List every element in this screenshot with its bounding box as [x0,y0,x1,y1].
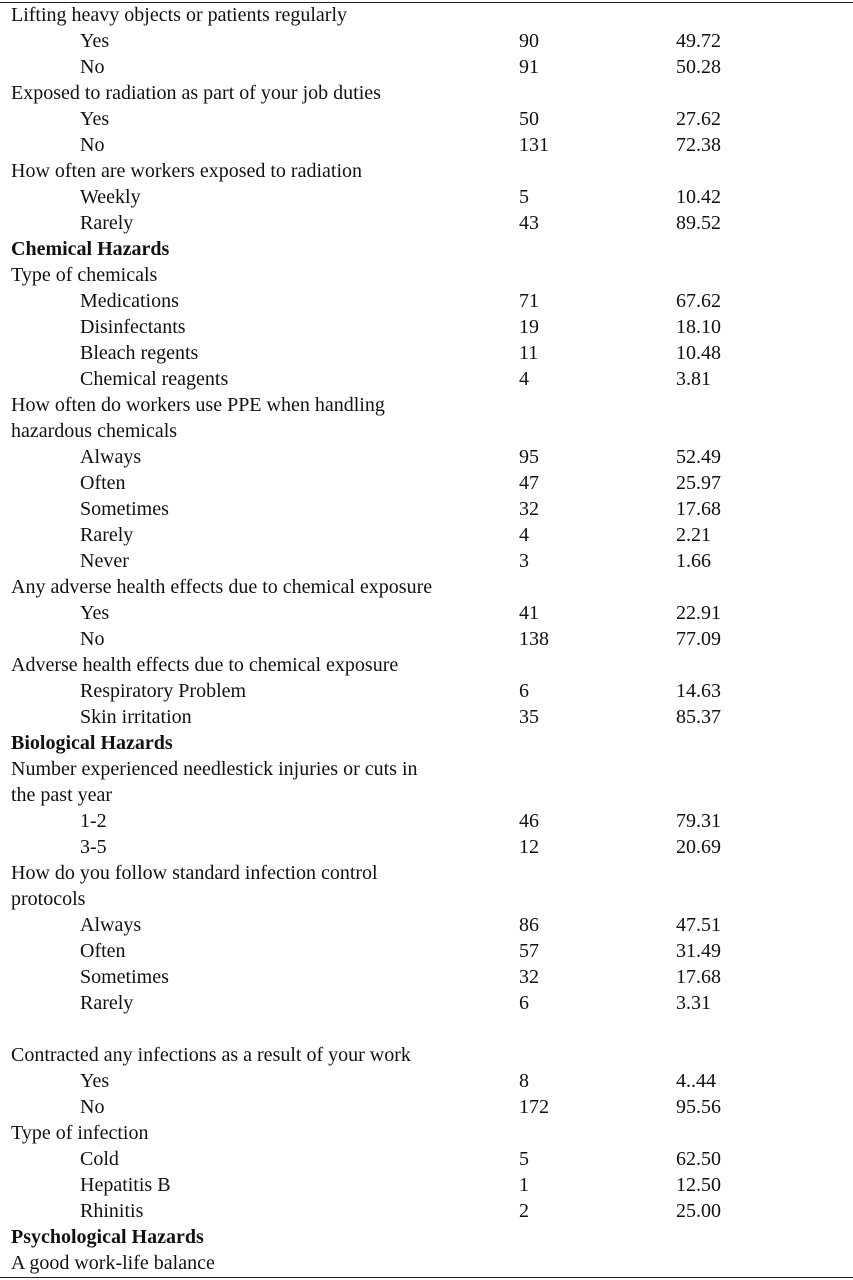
percent-cell: 79.31 [676,810,721,832]
count-cell: 19 [519,316,539,338]
response-label: Rarely [80,992,134,1014]
question-label: Any adverse health effects due to chemical exposure [11,576,433,598]
percent-cell: 14.63 [676,680,721,702]
percent-cell: 47.51 [676,914,721,936]
count-cell: 12 [519,836,539,858]
response-label: Rarely [80,212,134,234]
table-row [0,132,853,158]
count-cell: 4 [519,524,529,546]
response-label: Never [80,550,129,572]
count-cell: 86 [519,914,539,936]
response-label: Often [80,940,126,962]
response-label: Yes [80,30,110,52]
response-label: Respiratory Problem [80,680,247,702]
table-row [0,106,853,132]
table-bottom-rule [0,1277,853,1278]
percent-cell: 1.66 [676,550,711,572]
table-row [0,1172,853,1198]
question-row [0,2,853,28]
question-row [0,886,853,912]
table-row [0,470,853,496]
response-label: Disinfectants [80,316,186,338]
table-spacer-row [0,1016,853,1042]
table-row [0,314,853,340]
count-cell: 11 [519,342,539,364]
percent-cell: 49.72 [676,30,721,52]
table-row [0,990,853,1016]
table-row [0,1146,853,1172]
count-cell: 47 [519,472,539,494]
response-label: Skin irritation [80,706,192,728]
section-heading-row [0,1224,853,1250]
response-label: No [80,134,105,156]
percent-cell: 25.00 [676,1200,721,1222]
question-label: hazardous chemicals [11,420,178,442]
response-label: Rhinitis [80,1200,144,1222]
count-cell: 91 [519,56,539,78]
count-cell: 46 [519,810,539,832]
response-label: No [80,628,105,650]
question-label: Lifting heavy objects or patients regularly [11,4,348,26]
percent-cell: 72.38 [676,134,721,156]
table-row [0,54,853,80]
response-label: Always [80,914,142,936]
table-row [0,210,853,236]
percent-cell: 25.97 [676,472,721,494]
response-label: No [80,56,105,78]
table-row [0,964,853,990]
question-row [0,1120,853,1146]
count-cell: 6 [519,680,529,702]
response-label: Yes [80,602,110,624]
count-cell: 3 [519,550,529,572]
question-row [0,756,853,782]
table-row [0,28,853,54]
percent-cell: 18.10 [676,316,721,338]
section-heading-row [0,730,853,756]
section-heading-row [0,236,853,262]
table-row [0,548,853,574]
response-label: Chemical reagents [80,368,229,390]
question-row [0,158,853,184]
count-cell: 71 [519,290,539,312]
count-cell: 95 [519,446,539,468]
percent-cell: 20.69 [676,836,721,858]
count-cell: 2 [519,1200,529,1222]
table-row [0,288,853,314]
response-label: Sometimes [80,966,169,988]
table-row [0,678,853,704]
question-label: Type of chemicals [11,264,158,286]
table-row [0,366,853,392]
response-label: Sometimes [80,498,169,520]
table-row [0,522,853,548]
count-cell: 90 [519,30,539,52]
percent-cell: 2.21 [676,524,711,546]
question-row [0,782,853,808]
response-label: Yes [80,1070,110,1092]
table-row [0,600,853,626]
question-label: How often are workers exposed to radiation [11,160,362,182]
percent-cell: 27.62 [676,108,721,130]
percent-cell: 10.42 [676,186,721,208]
question-row [0,418,853,444]
question-row [0,652,853,678]
table-row [0,444,853,470]
table-row [0,340,853,366]
count-cell: 57 [519,940,539,962]
response-label: Hepatitis B [80,1174,171,1196]
response-label: Medications [80,290,179,312]
percent-cell: 22.91 [676,602,721,624]
question-label: Number experienced needlestick injuries or cuts in [11,758,418,780]
percent-cell: 4..44 [676,1070,716,1092]
table-row [0,834,853,860]
percent-cell: 31.49 [676,940,721,962]
percent-cell: 67.62 [676,290,721,312]
count-cell: 50 [519,108,539,130]
response-label: Yes [80,108,110,130]
count-cell: 5 [519,1148,529,1170]
response-label: Always [80,446,142,468]
count-cell: 6 [519,992,529,1014]
table-row [0,1198,853,1224]
percent-cell: 3.31 [676,992,711,1014]
response-label: 1-2 [80,810,107,832]
question-row [0,574,853,600]
question-label: the past year [11,784,113,806]
section-heading: Biological Hazards [11,732,173,754]
response-label: No [80,1096,105,1118]
percent-cell: 77.09 [676,628,721,650]
percent-cell: 85.37 [676,706,721,728]
question-row [0,262,853,288]
response-label: Rarely [80,524,134,546]
table-row [0,1068,853,1094]
count-cell: 138 [519,628,549,650]
percent-cell: 10.48 [676,342,721,364]
response-label: Weekly [80,186,141,208]
table-row [0,912,853,938]
question-label: Adverse health effects due to chemical exposure [11,654,399,676]
count-cell: 41 [519,602,539,624]
percent-cell: 12.50 [676,1174,721,1196]
section-heading: Chemical Hazards [11,238,170,260]
question-label: Type of infection [11,1122,149,1144]
percent-cell: 50.28 [676,56,721,78]
count-cell: 32 [519,498,539,520]
count-cell: 32 [519,966,539,988]
percent-cell: 17.68 [676,498,721,520]
table-row [0,626,853,652]
count-cell: 172 [519,1096,549,1118]
table-row [0,184,853,210]
hazards-table [0,2,853,1276]
question-row [0,392,853,418]
percent-cell: 62.50 [676,1148,721,1170]
percent-cell: 3.81 [676,368,711,390]
table-row [0,808,853,834]
section-heading: Psychological Hazards [11,1226,204,1248]
table-row [0,496,853,522]
count-cell: 1 [519,1174,529,1196]
question-label: Exposed to radiation as part of your job duties [11,82,381,104]
response-label: Cold [80,1148,119,1170]
percent-cell: 95.56 [676,1096,721,1118]
table-row [0,1094,853,1120]
count-cell: 4 [519,368,529,390]
percent-cell: 52.49 [676,446,721,468]
table-row [0,704,853,730]
question-label: protocols [11,888,86,910]
question-row [0,1042,853,1068]
table-row [0,938,853,964]
question-label: Contracted any infections as a result of your work [11,1044,411,1066]
response-label: 3-5 [80,836,107,858]
question-label: How do you follow standard infection control [11,862,378,884]
count-cell: 5 [519,186,529,208]
percent-cell: 89.52 [676,212,721,234]
question-label: How often do workers use PPE when handling [11,394,385,416]
question-row [0,80,853,106]
question-row [0,1250,853,1276]
count-cell: 131 [519,134,549,156]
response-label: Bleach regents [80,342,199,364]
question-label: A good work-life balance [11,1252,215,1274]
count-cell: 35 [519,706,539,728]
count-cell: 8 [519,1070,529,1092]
count-cell: 43 [519,212,539,234]
response-label: Often [80,472,126,494]
question-row [0,860,853,886]
percent-cell: 17.68 [676,966,721,988]
